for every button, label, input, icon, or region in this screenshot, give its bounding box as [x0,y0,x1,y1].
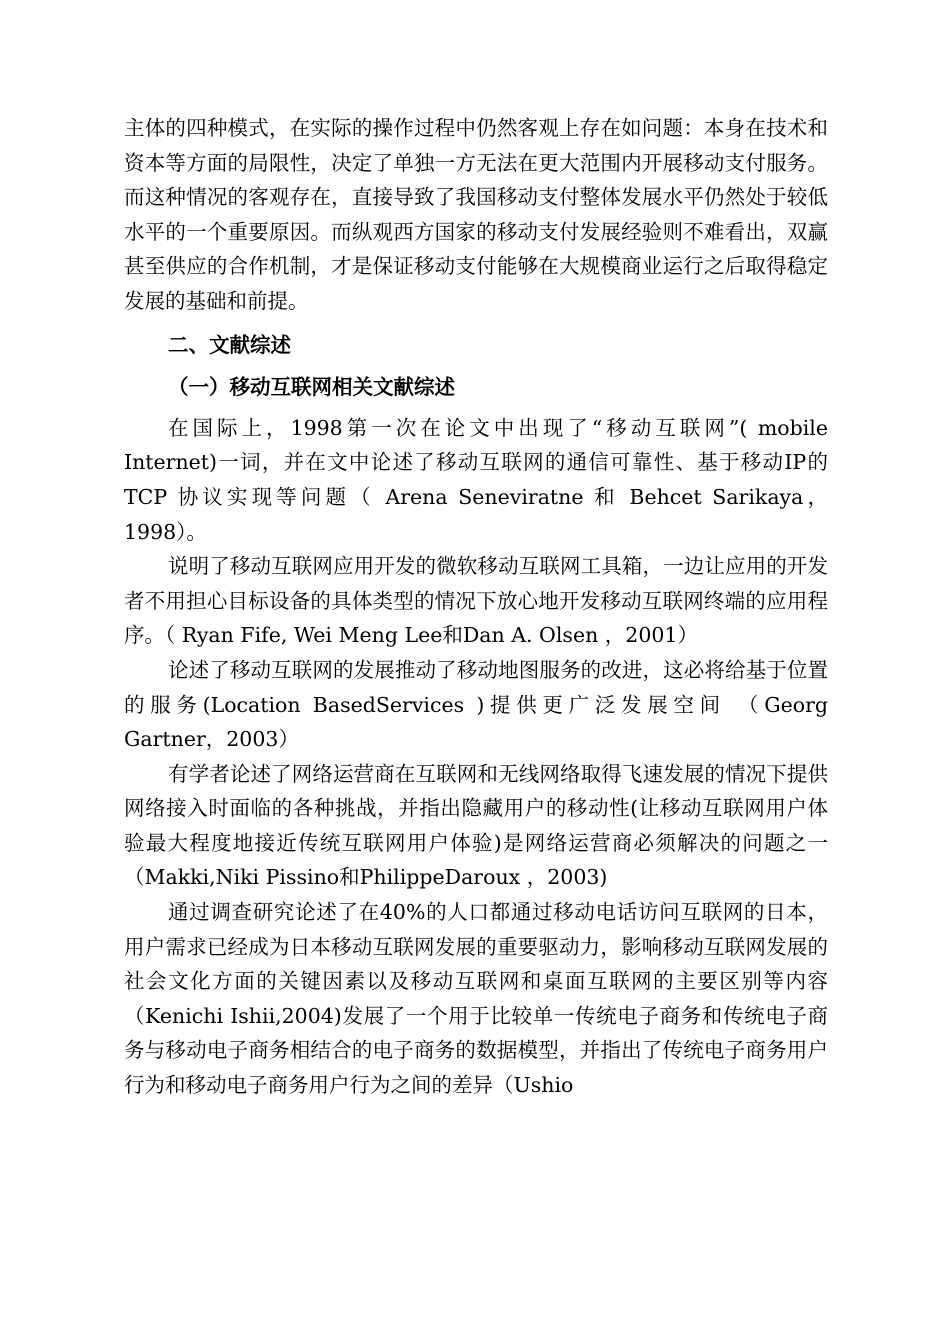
body-paragraph-5: 通过调查研究论述了在40%的人口都通过移动电话访问互联网的日本，用户需求已经成为日本移动互联网发展的重要驱动力，影响移动互联网发展的社会文化方面的关键因素以及移动互联网和桌面互联网的主要区别等内容（Kenichi Ishii,2004)发展了一个用于比较单一传统电子商务和传统电子商务与移动电子商务相结合的电子商务的数据模型，并指出了传统电子商务用户行为和移动电子商务用户行为之间的差异（Ushio [124,900,828,1098]
intro-paragraph: 主体的四种模式，在实际的操作过程中仍然客观上存在如问题：本身在技术和资本等方面的局限性，决定了单独一方无法在更大范围内开展移动支付服务。而这种情况的客观存在，直接导致了我国移动支付整体发展水平仍然处于较低水平的一个重要原因。而纵观西方国家的移动支付发展经验则不难看出，双赢甚至供应的合作机制，才是保证移动支付能够在大规模商业运行之后取得稳定发展的基础和前提。 [124,116,828,313]
body-paragraph-2: 说明了移动互联网应用开发的微软移动互联网工具箱，一边让应用的开发者不用担心目标设备的具体类型的情况下放心地开发移动互联网终端的应用程序。（ Ryan Fife, Wei Meng Lee和Dan A. Olsen ，2001） [124,554,828,648]
body-paragraph-3: 论述了移动互联网的发展推动了移动地图服务的改进，这必将给基于位置的服务(Location BasedServices )提供更广泛发展空间 （Georg Gartner，2003） [124,657,828,752]
body-paragraph-4: 有学者论述了网络运营商在互联网和无线网络取得飞速发展的情况下提供网络接入时面临的各种挑战，并指出隐藏用户的移动性(让移动互联网用户体验最大程度地接近传统互联网用户体验)是网络运营商必须解决的问题之一（Makki,Niki Pissino和PhilippeDaroux ，2003) [124,761,828,890]
document-page [124,111,828,1103]
body-paragraph-1: 在国际上，1998第一次在论文中出现了“移动互联网”( mobile Internet)一词，并在文中论述了移动互联网的通信可靠性、基于移动IP的 TCP 协议实现等问题（ Arena Seneviratne 和 Behcet Sarikaya，1998）。 [124,415,828,544]
section-heading: 二、文献综述 [168,332,291,357]
subsection-heading: （一）移动互联网相关文献综述 [168,375,455,400]
